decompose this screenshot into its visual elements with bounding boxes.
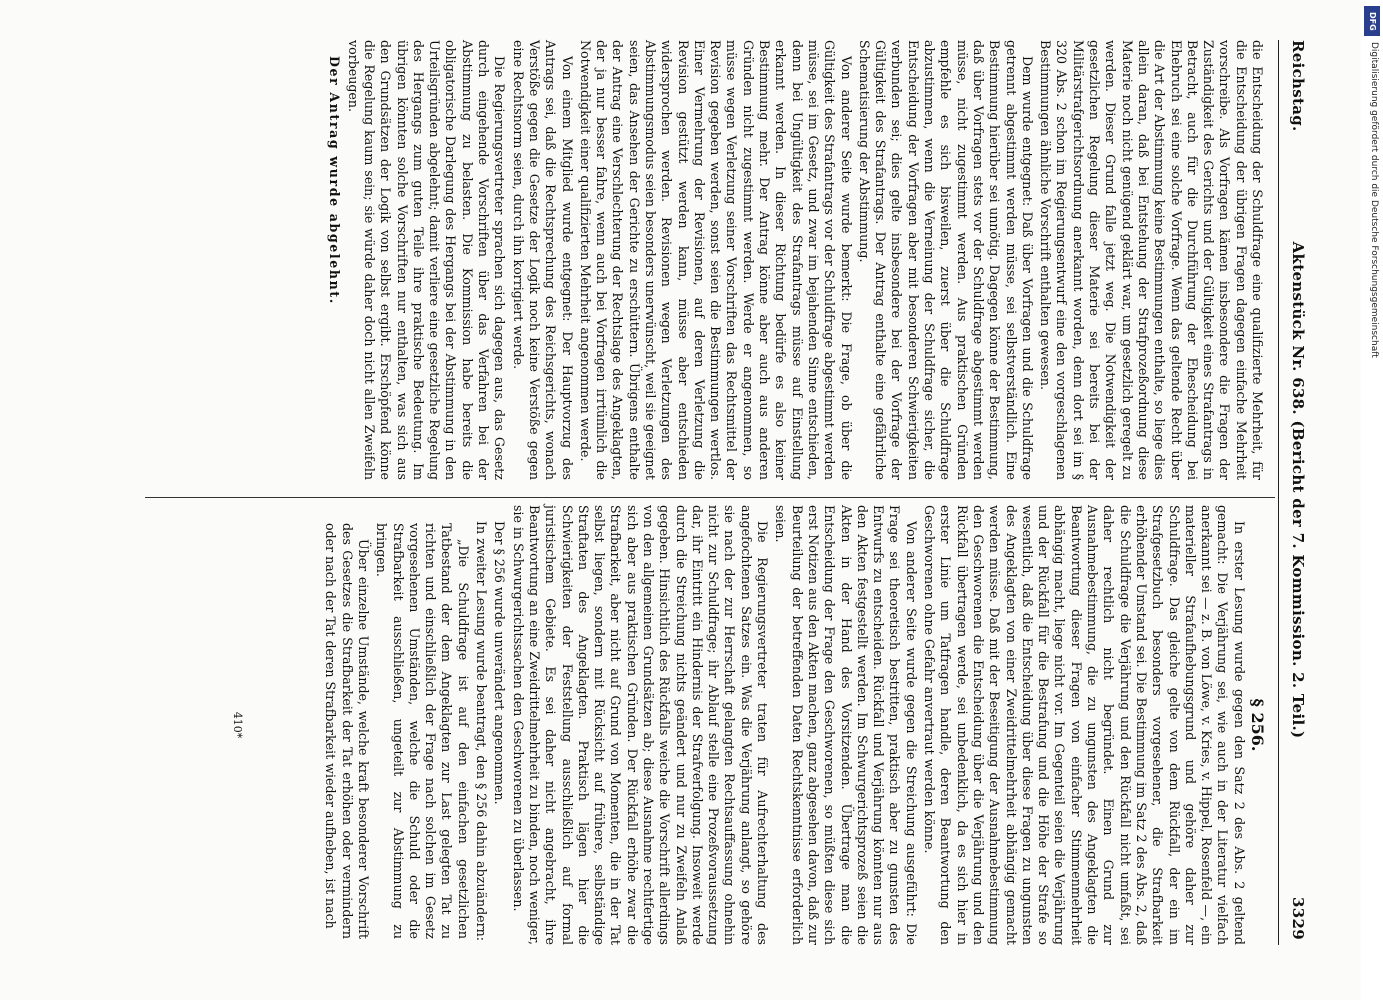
quoted-amendment: Über einzelne Umstände, welche kraft besonderer Vorschrift des Gesetzes die Strafbarkeit der Tat erhöhen oder vermindern oder nach der Tat deren Strafbarkeit wieder aufheben, ist nach: [323, 523, 371, 939]
paragraph: Die Regierungsvertreter traten für Aufrechterhaltung des angefochtenen Satzes ein. Was die Verjährung anlangt, so gehöre sie nach der zur Herrschaft gelangten Rechtsauffassung ohnehin nicht zur Schuldfrage; ihr Ablauf stelle eine Prozeßvoraussetzung dar, ihr Eintritt ein Hindernis der Strafverfolgung. Insoweit werde durch die Streichung nichts geändert und nur zu Zweifeln Anlaß gegeben. Hinsichtlich des Rückfalls weiche die Vorschrift allerdings von den allgemeinen Grundsätzen ab; diese Ausnahme rechtfertige sich aber aus praktischen Gründen. Der Rückfall erhöhe zwar die Strafbarkeit, aber nicht auf Grund von Momenten, die in der Tat selbst liegen, sondern mit Rücksicht auf frühere, selbständige Straftaten des Angeklagten. Praktisch lägen hier die Schwierigkeiten der Feststellung ausschließlich auf formal juristischem Gebiete. Es sei daher nicht angebracht, ihre Beantwortung an eine Zweidrittelmehrheit zu binden, noch weniger, sie in Schwurgerichtssachen den Geschworenen zu überlassen.: [510, 505, 771, 945]
paragraph: Die Regierungsvertreter sprachen sich dagegen aus, das Gesetz durch eingehende Vorschriften über das Verfahren bei der Abstimmung zu belasten. Die Kommission habe bereits die obligatorische Darlegung des Hergangs bei der Abstimmung in den Urteilsgründen abgelehnt; damit verliere eine gesetzliche Regelung des Hergangs zum guten Teile ihre praktische Bedeutung. Im übrigen könnten solche Vorschriften nur enthalten, was sich aus den Grundsätzen der Logik von selbst ergibt. Erschöpfend könne die Regelung kaum sein; sie würde daher doch nicht allen Zweifeln vorbeugen.: [345, 40, 508, 480]
paragraph-result: Der Antrag wurde abgelehnt.: [327, 56, 343, 305]
dfg-logo-icon: DFG: [1364, 6, 1380, 36]
digitization-strip: [1361, 0, 1383, 1000]
column-divider: [145, 497, 1275, 498]
header-rule: [1278, 40, 1279, 945]
paragraph: die Entscheidung der Schuldfrage eine qualifizierte Mehrheit, für die Entscheidung der übrigen Fragen dagegen einfache Mehrheit vorschreibe. Als Vorfragen kämen insbesondere die Fragen der Zuständigkeit des Gerichts und der Gültigkeit eines Strafantrags in Betracht, auch für die Durchführung der Ehescheidung bei Ehebruch sei eine solche Vorfrage. Wenn das geltende Recht über die Art der Abstimmung keine Bestimmungen enthalte, so liege dies allein daran, daß bei Entstehung der Strafprozeßordnung diese Materie noch nicht genügend geklärt war, um gesetzlich geregelt zu werden. Dieser Grund falle jetzt weg. Die Notwendigkeit der gesetzlichen Regelung dieser Materie sei bereits bei der Militärstrafgerichtsordnung anerkannt worden, denn dort sei im § 320 Abs. 2 schon im Regierungsentwurf eine den vorgeschlagenen Bestimmungen ähnliche Vorschrift enthalten gewesen.: [1038, 40, 1265, 480]
footer-page-number: 410*: [231, 711, 244, 739]
running-header: [1281, 40, 1311, 940]
paragraph: Von anderer Seite wurde gegen die Streichung ausgeführt: Die Frage sei theoretisch bestritten, praktisch aber zu gunsten des Entwurfs zu entscheiden. Rückfall und Verjährung könnten nur aus den Akten festgestellt werden. Im Schwurgerichtsprozeß seien die Akten in der Hand des Vorsitzenden. Übertrage man die Entscheidung der Frage den Geschworenen, so müßten diese sich erst Notizen aus den Akten machen, ganz abgesehen davon, daß zur Beurteilung der betreffenden Daten Rechtskenntnisse erforderlich seien.: [773, 505, 919, 945]
header-left: Reichstag.: [1289, 40, 1307, 132]
header-center: Aktenstück Nr. 638. (Bericht der 7. Kommission. 2. Teil.): [1289, 241, 1307, 739]
paragraph: Von einem Mitglied wurde entgegnet: Der Hauptvorzug des Antrags sei, daß die Rechtsprechung des Reichsgerichts, wonach Verstöße gegen die Gesetze der Logik noch keine Verstöße gegen eine Rechtsnorm seien, durch ihn korrigiert werde.: [510, 40, 575, 480]
paragraph: Von anderer Seite wurde bemerkt: Die Frage, ob über die Gültigkeit des Strafantrags vor der Schuldfrage abgestimmt werden müsse, sei im Gesetz, und zwar im bejahenden Sinne entschieden, denn bei Ungültigkeit des Strafantrags müsse auf Einstellung erkannt werden. In dieser Richtung bedürfe es also keiner Bestimmung mehr. Der Antrag könne aber auch aus anderen Gründen nicht zugestimmt werden. Werde er angenommen, so müsse wegen Verletzung seiner Vorschriften das Rechtsmittel der Revision gegeben werden, sonst seien die Bestimmungen wertlos. Einer Vermehrung der Revisionen, auf deren Verletzung die Revision gestützt werden kann, müsse aber entschieden widersprochen werden. Revisionen wegen Verletzungen des Abstimmungsmodus seien besonders unerwünscht, weil sie geeignet seien, das Ansehen der Gerichte zu erschüttern. Übrigens enthalte der Antrag eine Verschlechterung der Rechtslage des Angeklagten, der ja nur besser fahre, wenn auch bei Vorfragen irrtümlich die Notwendigkeit einer qualifizierten Mehrheit angenommen werde.: [577, 40, 854, 480]
right-column: [125, 505, 1265, 945]
quoted-amendment: „Die Schuldfrage ist auf den einfachen gesetzlichen Tatbestand der dem Angeklagten zur Last gelegten Tat zu richten und einschließlich der Frage nach solchen im Gesetz vorgesehenen Umständen, welche die Schuld oder die Strafbarkeit ausschließen, ungeteilt zur Abstimmung zu bringen.: [374, 523, 471, 939]
left-column: [125, 40, 1265, 480]
paragraph: In zweiter Lesung wurde beantragt, den § 256 dahin abzuändern:: [474, 521, 490, 941]
paragraph: Dem wurde entgegnet: Daß über Vorfragen und die Schuldfrage getrennt abgestimmt werden müsse, sei selbstverständlich. Eine Bestimmung hierüber sei unnötig. Dagegen könne der Bestimmung, daß über Vorfragen stets vor der Schuldfrage abgestimmt werden müsse, nicht zugestimmt werden. Aus praktischen Gründen empfehle es sich bisweilen, zuerst über die Schuldfrage abzustimmen, wenn die Verneinung der Schuldfrage sicher, die Entscheidung der Vorfragen aber mit besonderen Schwierigkeiten verbunden sei; dies gelte insbesondere bei der Vorfrage der Gültigkeit des Strafantrags. Der Antrag enthalte eine gefährliche Schematisierung der Abstimmung.: [856, 40, 1035, 480]
header-page-number: 3329: [1289, 897, 1307, 940]
paragraph: Der § 256 wurde unverändert angenommen.: [492, 521, 508, 805]
section-title: § 256.: [1248, 698, 1267, 752]
paragraph: In erster Lesung wurde gegen den Satz 2 des Abs. 2 geltend gemacht: Die Verjährung sei, wie auch in der Literatur vielfach anerkannt sei — z. B. von Löwe, v. Kries, v. Hippel, Rosenfeld —, ein materieller Strafaufhebungsgrund und gehöre daher zur Schuldfrage. Das gleiche gelte von dem Rückfall, der ein im Strafgesetzbuch besonders vorgesehener, die Strafbarkeit erhöhender Umstand sei. Die Bestimmung im Satz 2 des Abs. 2, daß die Schuldfrage die Verjährung und den Rückfall nicht umfaßt, sei daher rechtlich nicht begründet. Einen Grund zur Ausnahmebestimmung, die zu ungunsten des Angeklagten die Beantwortung dieser Fragen von einfacher Stimmenmehrheit abhängig macht, liege nicht vor. Im Gegenteil seien die Verjährung und der Rückfall für die Bestrafung und die Höhe der Strafe so wesentlich, daß die Entscheidung über diese Fragen zu ungunsten des Angeklagten von einer Zweidrittelmehrheit abhängig gemacht werden müsse. Daß mit der Beseitigung der Ausnahmebestimmung den Geschworenen die Entscheidung über die Verjährung und den Rückfall übertragen werde, sei unbedenklich, da es sich hier in erster Linie um Tatfragen handle, deren Beantwortung den Geschworenen ohne Gefahr anvertraut werden könne.: [922, 505, 1247, 945]
digitization-credit: Digitalisierung gefördert durch die Deutsche Forschungsgemeinschaft: [1369, 42, 1379, 358]
